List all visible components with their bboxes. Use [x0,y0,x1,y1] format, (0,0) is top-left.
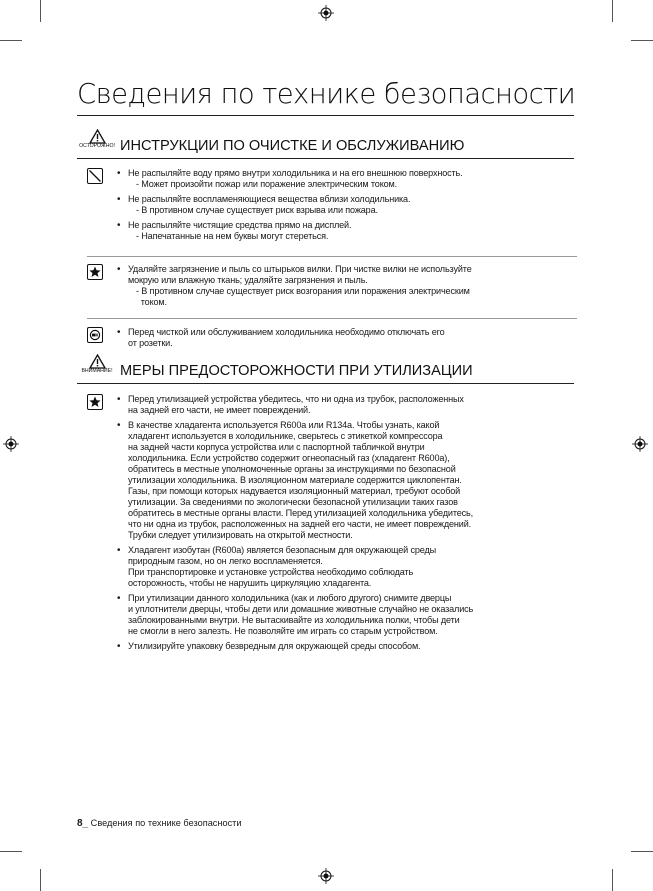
section-cleaning-header [77,129,577,159]
footer-text: Сведения по технике безопасности [88,818,242,828]
section-title: МЕРЫ ПРЕДОСТОРОЖНОСТИ ПРИ УТИЛИЗАЦИИ [120,363,473,379]
crop-mark [631,40,653,41]
registration-mark-icon [318,5,334,21]
list-item: • При утилизации данного холодильника (как и любого другого) снимите дверцы и уплотнители дверцы, чтобы дети или домашние животные случайно не оказались заблокированными внутри. Не вытаскивайте из холодильника полки, чтобы дети не смогли в него залезть. Не позволяйте им играть со старым устройством. [117,593,577,637]
page-number: 8_ [77,818,89,829]
section-divider [77,158,574,159]
list-item: • Удаляйте загрязнение и пыль со штырьков вилки. При чистке вилки не используйте мокрую или влажную ткань; удаляйте загрязнения и пыль. - В противном случае существует риск возгорания или поражения электрическим током. [117,264,577,308]
registration-mark-icon [632,436,648,452]
instruction-list [117,264,577,312]
registration-mark-icon [318,868,334,884]
list-item: • Хладагент изобутан (R600a) является безопасным для окружающей среды природным газом, но он легко воспламеняется. При транспортировке и установке устройства необходимо соблюдать осторожность, чтобы не нарушить циркуляцию хладагента. [117,545,577,589]
block-divider [87,256,577,257]
caution-label: ОСТОРОЖНО! [79,143,115,149]
list-item: • Не распыляйте чистящие средства прямо на дисплей. - Напечатанные на нем буквы могут стереться. [117,220,577,242]
crop-mark [40,869,41,891]
warning-triangle-icon [89,354,106,369]
unplug-icon [87,327,103,343]
title-divider [77,115,574,116]
crop-mark [0,40,22,41]
instruction-list [117,327,577,353]
list-item: • В качестве хладагента используется R600a или R134a. Чтобы узнать, какой хладагент используется в холодильнике, сверьтесь с этикеткой компрессора на задней части корпуса устройства или с паспортной табличкой внутри холодильника. Если устройство содержит огнеопасный газ (хладагент R600a), обратитесь в местные уполномоченные органы за инструкциями по безопасной утилизации холодильника. В изоляционном материале содержится циклопентан. Газы, при помощи которых надувается изоляционный материал, требуют особой утилизации. За сведениями по экологически безопасной утилизации таких газов обратитесь в местные органы власти. Перед утилизацией холодильника убедитесь, что ни одна из трубок, расположенных на задней его части, не имеет повреждений. Трубки следует утилизировать на открытой местности. [117,420,577,541]
crop-mark [612,869,613,891]
list-item: • Не распыляйте воспламеняющиеся вещества вблизи холодильника. - В противном случае существует риск взрыва или пожара. [117,194,577,216]
page-title: Сведения по технике безопасности [77,78,576,110]
list-item: • Утилизируйте упаковку безвредным для окружающей среды способом. [117,641,577,652]
registration-mark-icon [3,436,19,452]
warning-label: ВНИМАНИЕ! [81,368,113,374]
no-spray-icon [87,168,103,184]
crop-mark [612,0,613,22]
crop-mark [0,851,22,852]
list-item: • Перед утилизацией устройства убедитесь, что ни одна из трубок, расположенных на задней его части, не имеет повреждений. [117,394,577,416]
page-footer [77,818,242,829]
crop-mark [631,851,653,852]
caution-badge [77,129,117,149]
list-item: • Не распыляйте воду прямо внутри холодильника и на его внешнюю поверхность. - Может произойти пожар или поражение электрическим током. [117,168,577,190]
star-note-icon [87,264,103,280]
warning-triangle-icon [89,129,106,144]
crop-mark [40,0,41,22]
list-item: • Перед чисткой или обслуживанием холодильника необходимо отключать его от розетки. [117,327,577,349]
section-title: ИНСТРУКЦИИ ПО ОЧИСТКЕ И ОБСЛУЖИВАНИЮ [120,138,465,154]
section-divider [77,383,574,384]
section-disposal-header [77,354,577,384]
warning-badge [77,354,117,374]
instruction-list [117,168,577,246]
block-divider [87,318,577,319]
star-note-icon [87,394,103,410]
instruction-list [117,394,577,656]
